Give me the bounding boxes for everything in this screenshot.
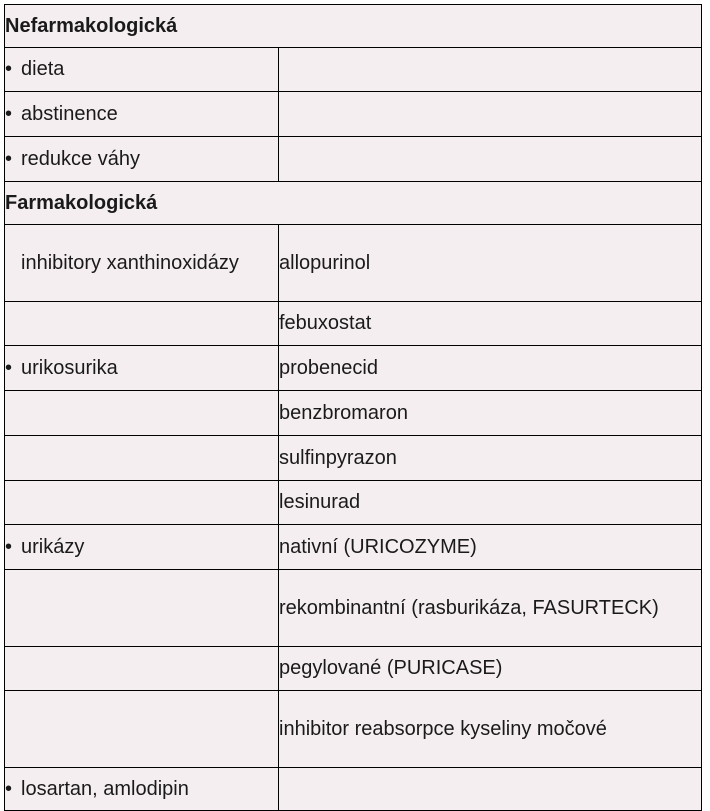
drug-cell xyxy=(279,92,702,137)
bullet: • xyxy=(5,535,13,558)
category-label: urikosurika xyxy=(21,356,118,379)
drug-cell xyxy=(279,768,702,811)
drug-cell: probenecid xyxy=(279,346,702,391)
drug-cell: inhibitor reabsorpce kyseliny močové xyxy=(279,691,702,768)
bullet: • xyxy=(5,777,13,800)
table-row xyxy=(5,570,702,647)
category-cell xyxy=(5,570,279,647)
drug-cell xyxy=(279,137,702,182)
table-row xyxy=(5,647,702,691)
category-cell xyxy=(5,48,279,92)
bullet: • xyxy=(5,102,13,125)
table-row xyxy=(5,436,702,481)
table-row xyxy=(5,691,702,768)
category-cell xyxy=(5,225,279,302)
category-cell xyxy=(5,525,279,570)
category-cell xyxy=(5,768,279,811)
drug-cell: febuxostat xyxy=(279,302,702,346)
category-cell xyxy=(5,346,279,391)
table-row xyxy=(5,346,702,391)
category-label: losartan, amlodipin xyxy=(21,777,189,800)
category-label: urikázy xyxy=(21,535,85,558)
drug-cell: nativní (URICOZYME) xyxy=(279,525,702,570)
category-cell xyxy=(5,391,279,436)
category-cell xyxy=(5,302,279,346)
category-cell xyxy=(5,647,279,691)
drug-cell: sulfinpyrazon xyxy=(279,436,702,481)
table-row xyxy=(5,481,702,525)
table-row xyxy=(5,525,702,570)
bullet: • xyxy=(5,58,13,80)
section-header-pharmacological xyxy=(5,182,702,225)
bullet xyxy=(5,247,21,280)
section-title: Nefarmakologická xyxy=(5,5,702,48)
category-cell xyxy=(5,481,279,525)
category-label: redukce váhy xyxy=(21,147,140,170)
drug-cell: pegylované (PURICASE) xyxy=(279,647,702,691)
table-row xyxy=(5,391,702,436)
drug-cell: allopurinol xyxy=(279,225,702,302)
table-row xyxy=(5,225,702,302)
table-row xyxy=(5,48,702,92)
category-label: inhibitory xanthinoxidázy xyxy=(21,251,239,274)
bullet: • xyxy=(5,356,13,379)
table-row xyxy=(5,92,702,137)
section-header-nonpharmacological xyxy=(5,5,702,48)
drug-cell: benzbromaron xyxy=(279,391,702,436)
category-cell xyxy=(5,691,279,768)
category-cell xyxy=(5,92,279,137)
drug-cell: rekombinantní (rasburikáza, FASURTECK) xyxy=(279,570,702,647)
table-row xyxy=(5,302,702,346)
bullet: • xyxy=(5,147,13,170)
category-label: dieta xyxy=(21,58,65,80)
table-row xyxy=(5,768,702,811)
treatment-table xyxy=(4,4,702,811)
category-cell xyxy=(5,436,279,481)
table-row xyxy=(5,137,702,182)
drug-cell: lesinurad xyxy=(279,481,702,525)
section-title: Farmakologická xyxy=(5,182,702,225)
drug-cell xyxy=(279,48,702,92)
category-label: abstinence xyxy=(21,102,118,125)
category-cell xyxy=(5,137,279,182)
